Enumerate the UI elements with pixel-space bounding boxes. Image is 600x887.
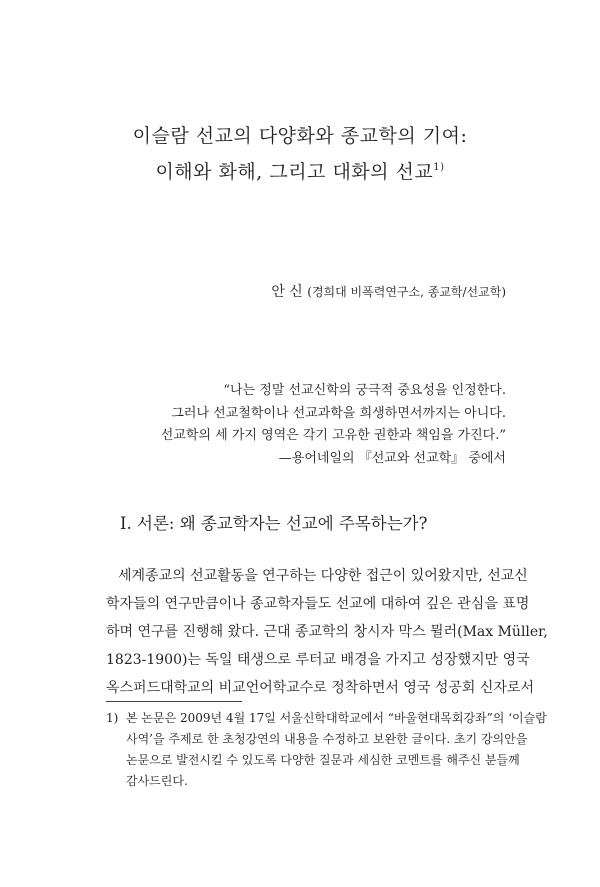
footnote-mark: 1) xyxy=(106,711,119,725)
paper-title xyxy=(60,120,540,188)
epigraph-line: 선교학의 세 가지 영역은 각기 고유한 권한과 책임을 가진다.” xyxy=(160,428,506,443)
body-line: 세계종교의 선교활동을 연구하는 다양한 접근이 있어왔지만, 선교신 xyxy=(118,568,528,584)
epigraph-line: 그러나 선교철학이나 선교과학을 희생하면서까지는 아니다. xyxy=(171,405,506,421)
footnote-line: 논문으로 발전시킬 수 있도록 다양한 질문과 세심한 코멘트를 해주신 분들께 xyxy=(126,753,520,767)
title-line-1: 이슬람 선교의 다양화와 종교학의 기여: xyxy=(132,125,468,147)
footnote xyxy=(106,708,547,792)
author-block xyxy=(271,282,506,302)
section-heading: I. 서론: 왜 종교학자는 선교에 주목하는가? xyxy=(120,514,428,533)
author-name: 안 신 xyxy=(271,284,303,300)
body-line: 1823-1900)는 독일 태생으로 루터교 배경을 가지고 성장했지만 영국 xyxy=(106,652,530,668)
epigraph-line: “나는 정말 선교신학의 궁극적 중요성을 인정한다. xyxy=(223,383,506,398)
body-paragraph xyxy=(106,562,548,702)
title-footnote-ref[interactable]: 1) xyxy=(433,162,445,173)
body-line: 옥스퍼드대학교의 비교언어학교수로 정착하면서 영국 성공회 신자로서 xyxy=(106,680,534,696)
footnote-line xyxy=(106,708,547,729)
title-line-2 xyxy=(60,152,540,188)
author-affiliation: (경희대 비폭력연구소, 종교학/선교학) xyxy=(307,285,506,299)
footnote-text: 본 논문은 2009년 4월 17일 서울신학대학교에서 “바울현대목회강좌”의 ‘이슬람 xyxy=(126,711,547,725)
footnote-line: 감사드린다. xyxy=(126,774,188,788)
epigraph-attribution: —용어네일의 『선교와 선교학』 중에서 xyxy=(278,450,506,466)
title-line-2-text: 이해와 화해, 그리고 대화의 선교 xyxy=(155,161,434,183)
footnote-divider xyxy=(106,701,242,702)
epigraph xyxy=(86,380,506,470)
body-line: 학자들의 연구만큼이나 종교학자들도 선교에 대하여 깊은 관심을 표명 xyxy=(106,596,530,612)
body-line: 하며 연구를 진행해 왔다. 근대 종교학의 창시자 막스 뮐러(Max Müller, xyxy=(106,624,548,640)
footnote-line: 사역’을 주제로 한 초청강연의 내용을 수정하고 보완한 글이다. 초기 강의안을 xyxy=(126,732,528,746)
